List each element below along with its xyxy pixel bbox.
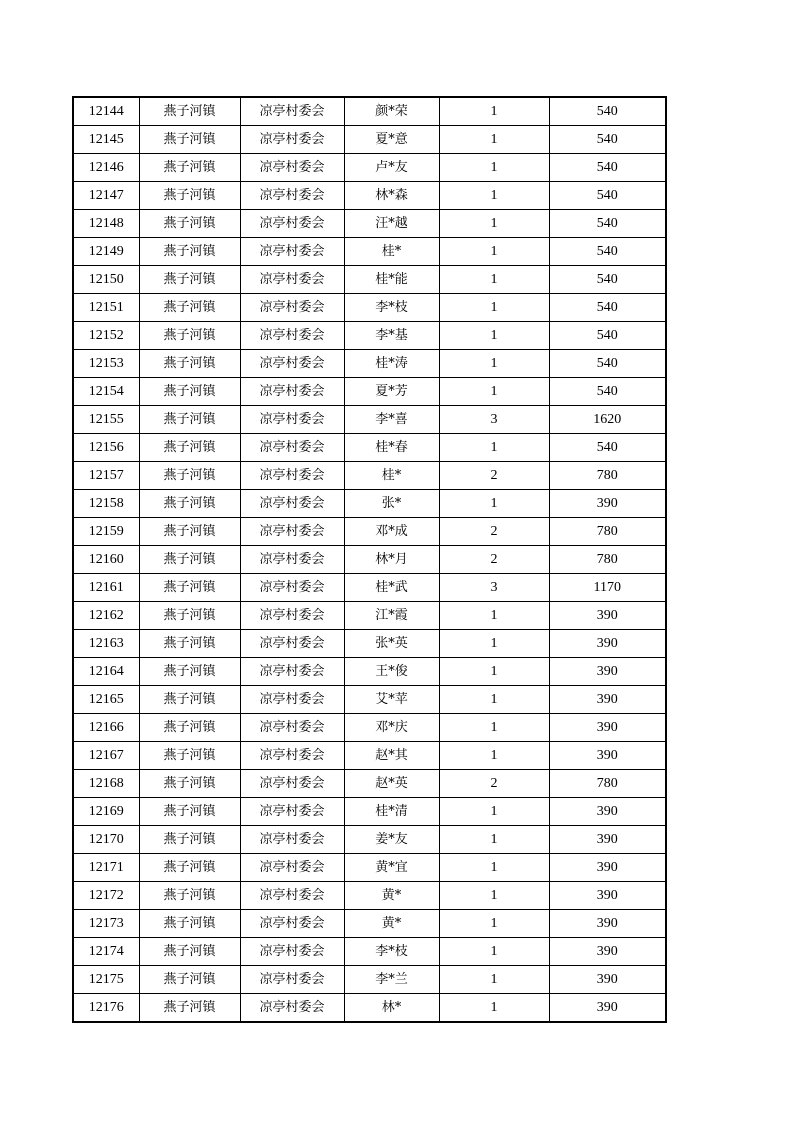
count-cell: 1 [439, 350, 549, 378]
count-cell: 1 [439, 882, 549, 910]
name-cell: 林*森 [344, 182, 439, 210]
village-cell: 凉亭村委会 [240, 378, 344, 406]
count-cell: 1 [439, 994, 549, 1023]
table-row [73, 294, 666, 322]
amount-cell: 390 [549, 658, 666, 686]
town-cell: 燕子河镇 [139, 770, 240, 798]
table-row [73, 266, 666, 294]
amount-cell: 390 [549, 826, 666, 854]
name-cell: 颜*荣 [344, 97, 439, 126]
name-cell: 张*英 [344, 630, 439, 658]
row-id-cell: 12175 [73, 966, 139, 994]
amount-cell: 540 [549, 126, 666, 154]
count-cell: 1 [439, 910, 549, 938]
count-cell: 1 [439, 938, 549, 966]
count-cell: 1 [439, 798, 549, 826]
village-cell: 凉亭村委会 [240, 630, 344, 658]
table-row [73, 630, 666, 658]
table-row [73, 574, 666, 602]
village-cell: 凉亭村委会 [240, 350, 344, 378]
count-cell: 3 [439, 406, 549, 434]
name-cell: 黄* [344, 910, 439, 938]
table-row [73, 126, 666, 154]
amount-cell: 540 [549, 154, 666, 182]
count-cell: 1 [439, 714, 549, 742]
amount-cell: 540 [549, 238, 666, 266]
table-row [73, 966, 666, 994]
row-id-cell: 12172 [73, 882, 139, 910]
amount-cell: 390 [549, 882, 666, 910]
count-cell: 1 [439, 434, 549, 462]
town-cell: 燕子河镇 [139, 854, 240, 882]
name-cell: 黄*宜 [344, 854, 439, 882]
table-row [73, 518, 666, 546]
village-cell: 凉亭村委会 [240, 658, 344, 686]
count-cell: 2 [439, 518, 549, 546]
village-cell: 凉亭村委会 [240, 434, 344, 462]
village-cell: 凉亭村委会 [240, 686, 344, 714]
amount-cell: 390 [549, 854, 666, 882]
village-cell: 凉亭村委会 [240, 518, 344, 546]
amount-cell: 540 [549, 378, 666, 406]
subsidy-table [72, 96, 667, 1023]
amount-cell: 1620 [549, 406, 666, 434]
table-row [73, 546, 666, 574]
amount-cell: 390 [549, 938, 666, 966]
count-cell: 1 [439, 742, 549, 770]
table-row [73, 826, 666, 854]
village-cell: 凉亭村委会 [240, 210, 344, 238]
count-cell: 3 [439, 574, 549, 602]
village-cell: 凉亭村委会 [240, 294, 344, 322]
name-cell: 李*枝 [344, 938, 439, 966]
name-cell: 赵*其 [344, 742, 439, 770]
village-cell: 凉亭村委会 [240, 854, 344, 882]
name-cell: 王*俊 [344, 658, 439, 686]
count-cell: 1 [439, 182, 549, 210]
count-cell: 1 [439, 826, 549, 854]
town-cell: 燕子河镇 [139, 378, 240, 406]
count-cell: 1 [439, 378, 549, 406]
table-row [73, 462, 666, 490]
amount-cell: 540 [549, 210, 666, 238]
count-cell: 1 [439, 322, 549, 350]
table-row [73, 602, 666, 630]
name-cell: 桂*涛 [344, 350, 439, 378]
row-id-cell: 12154 [73, 378, 139, 406]
amount-cell: 390 [549, 630, 666, 658]
amount-cell: 390 [549, 714, 666, 742]
town-cell: 燕子河镇 [139, 182, 240, 210]
town-cell: 燕子河镇 [139, 97, 240, 126]
table-row [73, 798, 666, 826]
name-cell: 李*基 [344, 322, 439, 350]
table-row [73, 490, 666, 518]
town-cell: 燕子河镇 [139, 826, 240, 854]
name-cell: 李*枝 [344, 294, 439, 322]
table-row [73, 938, 666, 966]
town-cell: 燕子河镇 [139, 294, 240, 322]
table-row [73, 210, 666, 238]
row-id-cell: 12152 [73, 322, 139, 350]
table-row [73, 994, 666, 1023]
village-cell: 凉亭村委会 [240, 546, 344, 574]
table-row [73, 686, 666, 714]
amount-cell: 540 [549, 294, 666, 322]
count-cell: 1 [439, 490, 549, 518]
village-cell: 凉亭村委会 [240, 126, 344, 154]
town-cell: 燕子河镇 [139, 238, 240, 266]
row-id-cell: 12166 [73, 714, 139, 742]
name-cell: 夏*芳 [344, 378, 439, 406]
table-row [73, 770, 666, 798]
town-cell: 燕子河镇 [139, 966, 240, 994]
town-cell: 燕子河镇 [139, 546, 240, 574]
name-cell: 桂*武 [344, 574, 439, 602]
village-cell: 凉亭村委会 [240, 742, 344, 770]
row-id-cell: 12145 [73, 126, 139, 154]
table-row [73, 154, 666, 182]
village-cell: 凉亭村委会 [240, 574, 344, 602]
row-id-cell: 12173 [73, 910, 139, 938]
amount-cell: 780 [549, 462, 666, 490]
town-cell: 燕子河镇 [139, 994, 240, 1023]
amount-cell: 540 [549, 350, 666, 378]
count-cell: 1 [439, 658, 549, 686]
town-cell: 燕子河镇 [139, 910, 240, 938]
count-cell: 1 [439, 210, 549, 238]
row-id-cell: 12159 [73, 518, 139, 546]
row-id-cell: 12148 [73, 210, 139, 238]
name-cell: 林*月 [344, 546, 439, 574]
count-cell: 1 [439, 630, 549, 658]
town-cell: 燕子河镇 [139, 518, 240, 546]
table-row [73, 378, 666, 406]
village-cell: 凉亭村委会 [240, 714, 344, 742]
row-id-cell: 12153 [73, 350, 139, 378]
row-id-cell: 12150 [73, 266, 139, 294]
count-cell: 1 [439, 602, 549, 630]
village-cell: 凉亭村委会 [240, 994, 344, 1023]
row-id-cell: 12170 [73, 826, 139, 854]
name-cell: 汪*越 [344, 210, 439, 238]
table-row [73, 882, 666, 910]
amount-cell: 540 [549, 97, 666, 126]
amount-cell: 390 [549, 686, 666, 714]
town-cell: 燕子河镇 [139, 210, 240, 238]
table-row [73, 97, 666, 126]
town-cell: 燕子河镇 [139, 658, 240, 686]
town-cell: 燕子河镇 [139, 602, 240, 630]
name-cell: 张* [344, 490, 439, 518]
village-cell: 凉亭村委会 [240, 266, 344, 294]
name-cell: 江*霞 [344, 602, 439, 630]
amount-cell: 780 [549, 546, 666, 574]
village-cell: 凉亭村委会 [240, 490, 344, 518]
town-cell: 燕子河镇 [139, 266, 240, 294]
village-cell: 凉亭村委会 [240, 910, 344, 938]
amount-cell: 390 [549, 966, 666, 994]
amount-cell: 390 [549, 490, 666, 518]
village-cell: 凉亭村委会 [240, 462, 344, 490]
row-id-cell: 12171 [73, 854, 139, 882]
row-id-cell: 12168 [73, 770, 139, 798]
row-id-cell: 12160 [73, 546, 139, 574]
name-cell: 卢*友 [344, 154, 439, 182]
count-cell: 1 [439, 154, 549, 182]
village-cell: 凉亭村委会 [240, 826, 344, 854]
table-body [73, 97, 666, 1022]
count-cell: 1 [439, 238, 549, 266]
village-cell: 凉亭村委会 [240, 938, 344, 966]
amount-cell: 390 [549, 910, 666, 938]
village-cell: 凉亭村委会 [240, 182, 344, 210]
row-id-cell: 12161 [73, 574, 139, 602]
town-cell: 燕子河镇 [139, 406, 240, 434]
table-row [73, 322, 666, 350]
village-cell: 凉亭村委会 [240, 882, 344, 910]
town-cell: 燕子河镇 [139, 154, 240, 182]
name-cell: 艾*苹 [344, 686, 439, 714]
amount-cell: 390 [549, 742, 666, 770]
village-cell: 凉亭村委会 [240, 798, 344, 826]
row-id-cell: 12169 [73, 798, 139, 826]
amount-cell: 540 [549, 322, 666, 350]
town-cell: 燕子河镇 [139, 630, 240, 658]
town-cell: 燕子河镇 [139, 322, 240, 350]
village-cell: 凉亭村委会 [240, 322, 344, 350]
town-cell: 燕子河镇 [139, 742, 240, 770]
row-id-cell: 12151 [73, 294, 139, 322]
table-row [73, 854, 666, 882]
amount-cell: 540 [549, 266, 666, 294]
town-cell: 燕子河镇 [139, 938, 240, 966]
amount-cell: 780 [549, 518, 666, 546]
town-cell: 燕子河镇 [139, 574, 240, 602]
town-cell: 燕子河镇 [139, 434, 240, 462]
row-id-cell: 12144 [73, 97, 139, 126]
town-cell: 燕子河镇 [139, 798, 240, 826]
count-cell: 2 [439, 770, 549, 798]
row-id-cell: 12162 [73, 602, 139, 630]
row-id-cell: 12176 [73, 994, 139, 1023]
name-cell: 林* [344, 994, 439, 1023]
row-id-cell: 12163 [73, 630, 139, 658]
amount-cell: 390 [549, 798, 666, 826]
count-cell: 1 [439, 854, 549, 882]
count-cell: 2 [439, 546, 549, 574]
row-id-cell: 12165 [73, 686, 139, 714]
name-cell: 李*喜 [344, 406, 439, 434]
amount-cell: 540 [549, 182, 666, 210]
name-cell: 夏*意 [344, 126, 439, 154]
row-id-cell: 12157 [73, 462, 139, 490]
village-cell: 凉亭村委会 [240, 238, 344, 266]
name-cell: 桂*能 [344, 266, 439, 294]
row-id-cell: 12167 [73, 742, 139, 770]
count-cell: 2 [439, 462, 549, 490]
table-row [73, 406, 666, 434]
name-cell: 李*兰 [344, 966, 439, 994]
town-cell: 燕子河镇 [139, 714, 240, 742]
name-cell: 桂*春 [344, 434, 439, 462]
amount-cell: 1170 [549, 574, 666, 602]
count-cell: 1 [439, 294, 549, 322]
amount-cell: 390 [549, 602, 666, 630]
town-cell: 燕子河镇 [139, 462, 240, 490]
row-id-cell: 12156 [73, 434, 139, 462]
amount-cell: 780 [549, 770, 666, 798]
village-cell: 凉亭村委会 [240, 406, 344, 434]
row-id-cell: 12158 [73, 490, 139, 518]
count-cell: 1 [439, 266, 549, 294]
table-row [73, 350, 666, 378]
name-cell: 赵*英 [344, 770, 439, 798]
town-cell: 燕子河镇 [139, 350, 240, 378]
row-id-cell: 12155 [73, 406, 139, 434]
village-cell: 凉亭村委会 [240, 154, 344, 182]
table-row [73, 714, 666, 742]
name-cell: 桂*清 [344, 798, 439, 826]
town-cell: 燕子河镇 [139, 490, 240, 518]
town-cell: 燕子河镇 [139, 882, 240, 910]
row-id-cell: 12149 [73, 238, 139, 266]
village-cell: 凉亭村委会 [240, 966, 344, 994]
amount-cell: 390 [549, 994, 666, 1023]
count-cell: 1 [439, 966, 549, 994]
table-row [73, 182, 666, 210]
name-cell: 黄* [344, 882, 439, 910]
row-id-cell: 12147 [73, 182, 139, 210]
name-cell: 桂* [344, 238, 439, 266]
table-row [73, 238, 666, 266]
count-cell: 1 [439, 126, 549, 154]
row-id-cell: 12174 [73, 938, 139, 966]
name-cell: 姜*友 [344, 826, 439, 854]
name-cell: 桂* [344, 462, 439, 490]
town-cell: 燕子河镇 [139, 126, 240, 154]
table-row [73, 910, 666, 938]
count-cell: 1 [439, 686, 549, 714]
table-row [73, 658, 666, 686]
count-cell: 1 [439, 97, 549, 126]
village-cell: 凉亭村委会 [240, 97, 344, 126]
amount-cell: 540 [549, 434, 666, 462]
name-cell: 邓*成 [344, 518, 439, 546]
row-id-cell: 12146 [73, 154, 139, 182]
table-row [73, 742, 666, 770]
table-row [73, 434, 666, 462]
village-cell: 凉亭村委会 [240, 770, 344, 798]
name-cell: 邓*庆 [344, 714, 439, 742]
town-cell: 燕子河镇 [139, 686, 240, 714]
village-cell: 凉亭村委会 [240, 602, 344, 630]
row-id-cell: 12164 [73, 658, 139, 686]
